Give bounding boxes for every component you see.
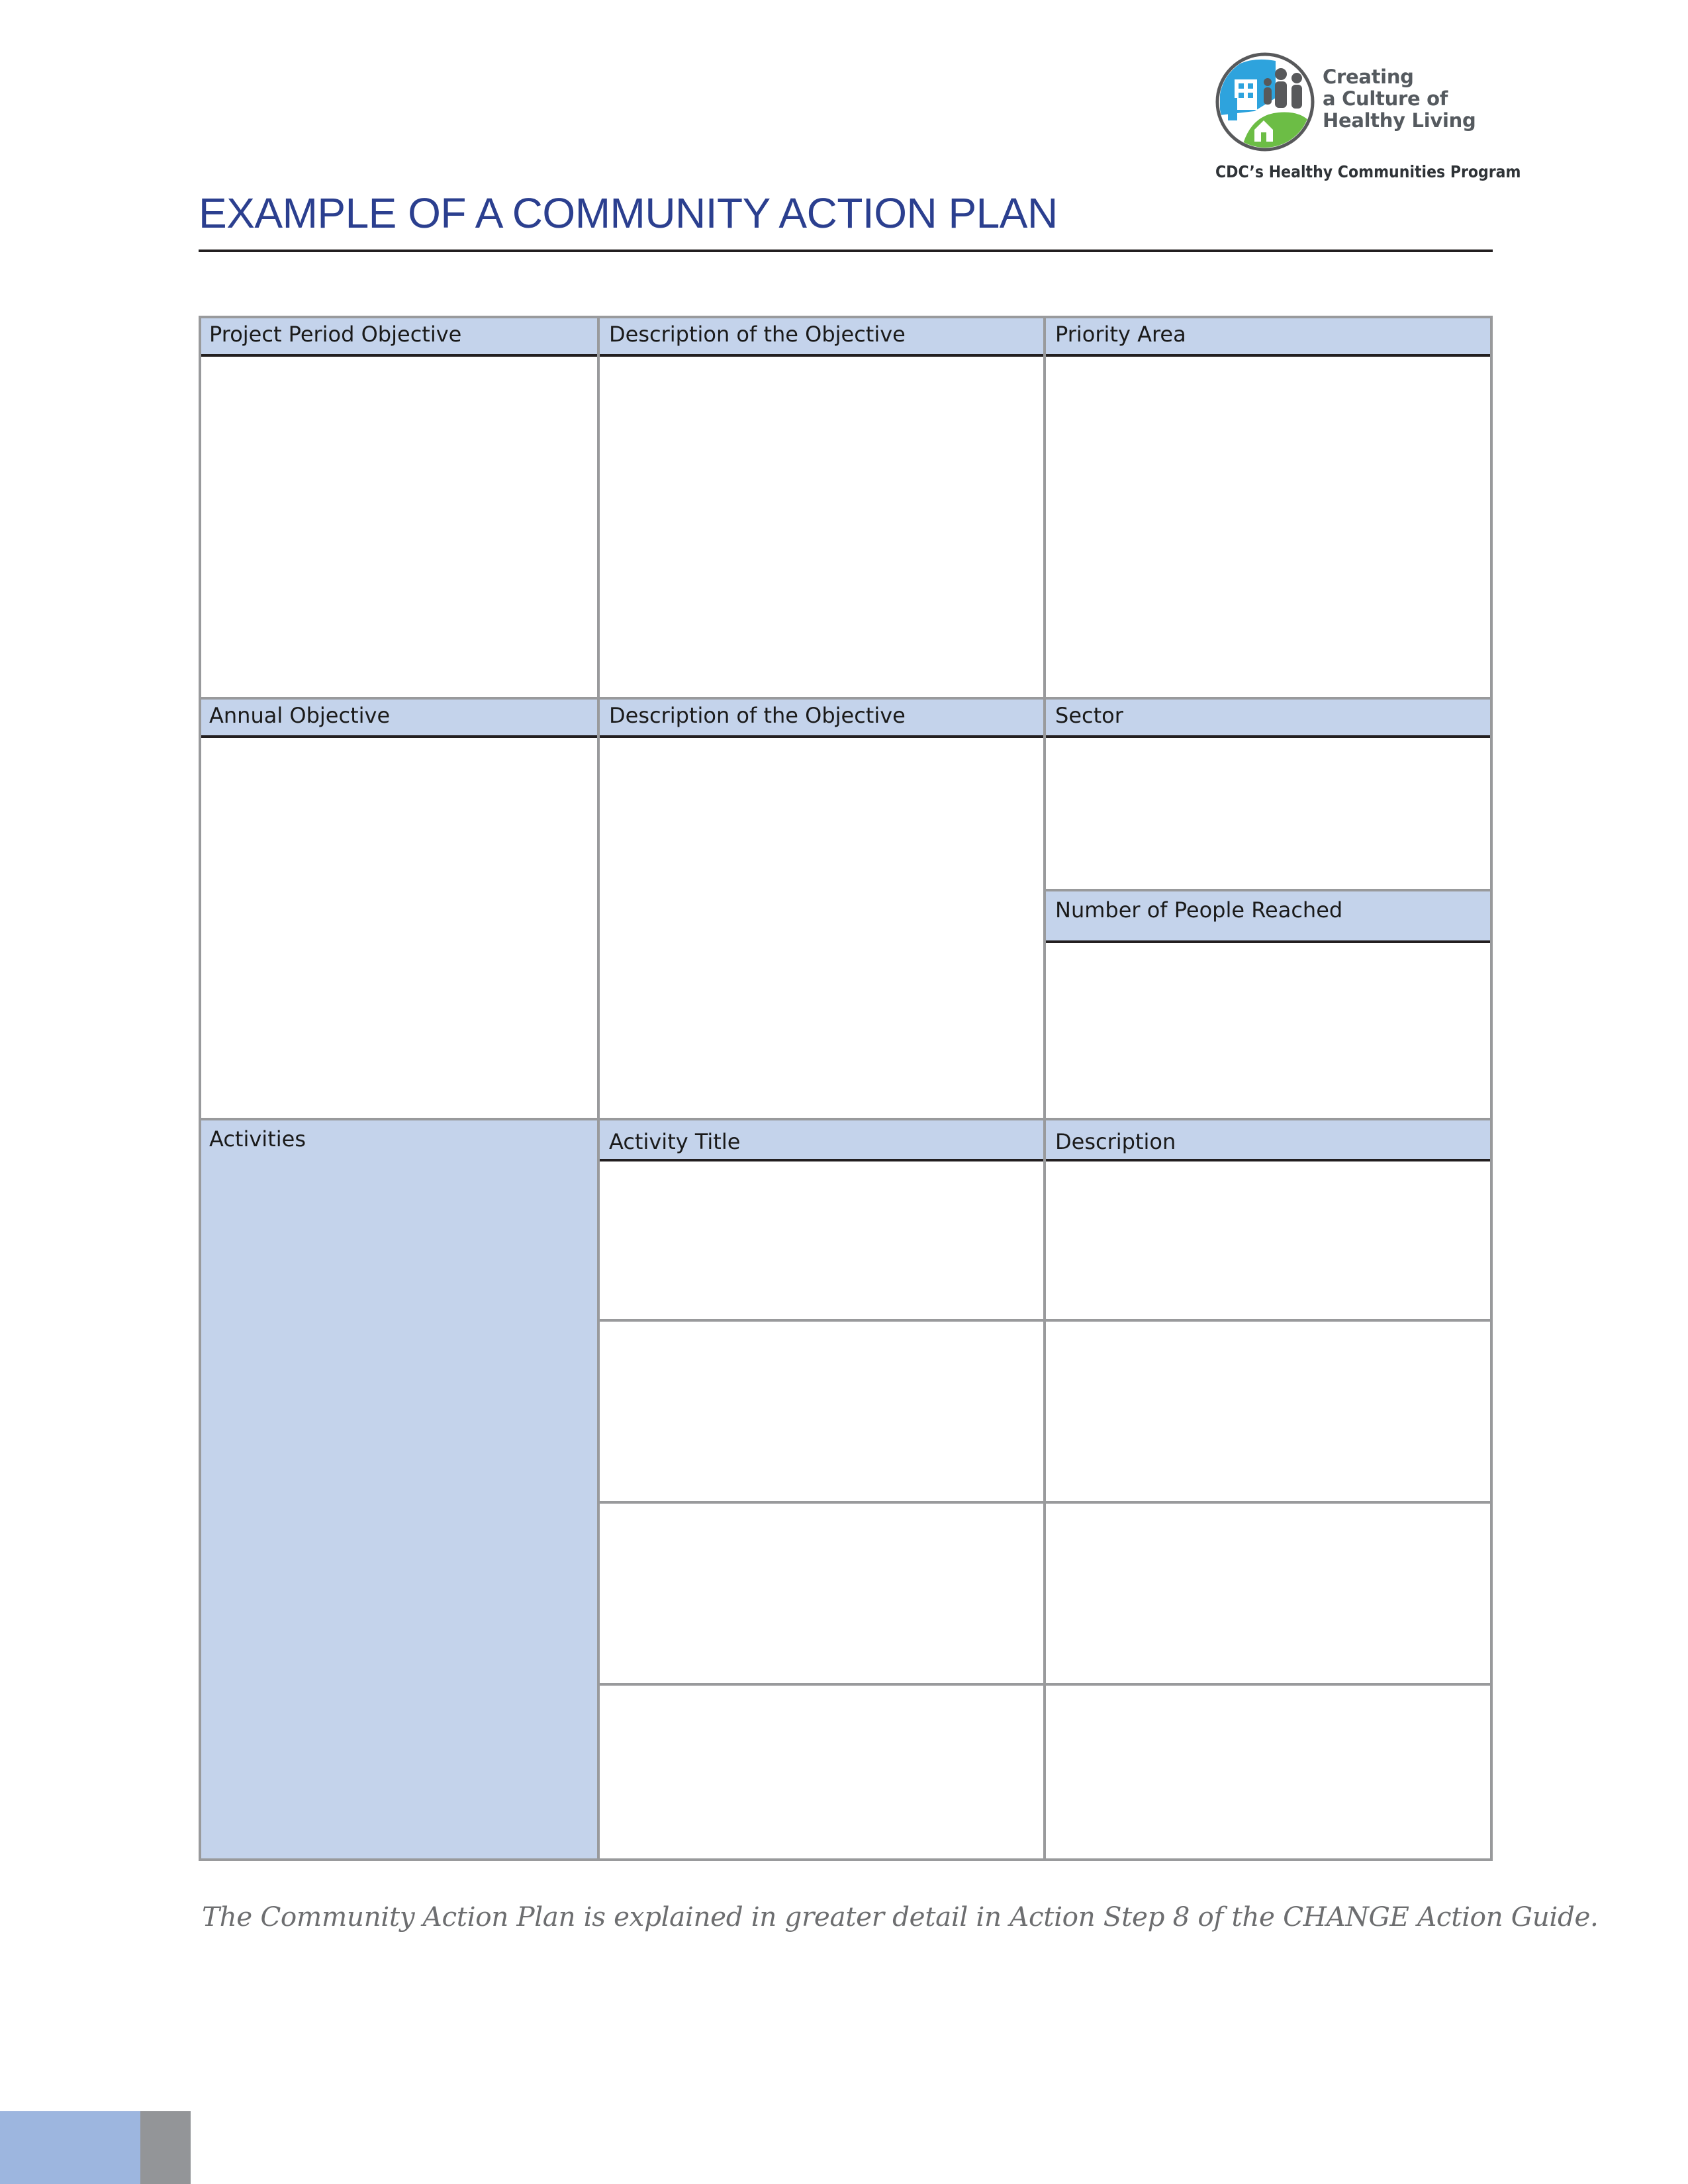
header-description-of-objective-2: Description of the Objective [598, 697, 1045, 735]
page-tab-blue [0, 2111, 140, 2184]
field-annual-objective[interactable] [199, 738, 598, 1069]
field-activity-title-4[interactable] [598, 1686, 1045, 1858]
page-title: EXAMPLE OF A COMMUNITY ACTION PLAN [199, 189, 1058, 237]
program-logo [1215, 52, 1493, 158]
field-activity-description-4[interactable] [1045, 1686, 1493, 1858]
header-activity-title: Activity Title [598, 1120, 1045, 1159]
header-activities: Activities [199, 1120, 598, 1861]
header-number-of-people-reached: Number of People Reached [1045, 891, 1493, 940]
people-reached-header-rule [1045, 940, 1493, 943]
header-sector: Sector [1045, 697, 1493, 735]
logo-line-1: Creating [1323, 66, 1414, 88]
header-project-period-objective: Project Period Objective [199, 316, 598, 354]
title-divider [199, 250, 1493, 252]
header-description-of-objective-1: Description of the Objective [598, 316, 1045, 354]
people-reached-top-rule [1045, 889, 1493, 891]
header-description: Description [1045, 1120, 1493, 1159]
field-sector[interactable] [1045, 738, 1493, 876]
field-number-of-people-reached[interactable] [1045, 943, 1493, 1115]
field-activity-title-3[interactable] [598, 1504, 1045, 1683]
logo-line-3: Healthy Living [1323, 109, 1476, 132]
healthy-living-logo-icon [1215, 52, 1315, 152]
header-priority-area: Priority Area [1045, 316, 1493, 354]
field-project-period-objective[interactable] [199, 357, 598, 697]
field-activity-description-1[interactable] [1045, 1161, 1493, 1319]
row1-header-rule [199, 354, 1493, 357]
footnote: The Community Action Plan is explained in greater detail in Action Step 8 of the CHANGE Action Guide. [202, 1901, 1599, 1933]
field-description-of-objective-1[interactable] [598, 357, 1045, 697]
logo-wordmark [1323, 66, 1476, 132]
program-tagline: CDC’s Healthy Communities Program [1215, 162, 1521, 181]
logo-line-2: a Culture of [1323, 87, 1448, 110]
field-priority-area[interactable] [1045, 357, 1493, 697]
row3-top-rule [199, 1118, 1493, 1120]
field-activity-description-3[interactable] [1045, 1504, 1493, 1683]
field-activity-title-1[interactable] [598, 1161, 1045, 1319]
column-rule-1 [597, 316, 600, 1861]
row2-top-rule [199, 697, 1493, 700]
column-rule-2 [1043, 316, 1046, 1861]
community-action-plan-form [199, 316, 1493, 1861]
row2-header-rule [199, 735, 1493, 738]
field-activity-title-2[interactable] [598, 1322, 1045, 1501]
field-activity-description-2[interactable] [1045, 1322, 1493, 1501]
header-annual-objective: Annual Objective [199, 697, 598, 735]
field-description-of-objective-2[interactable] [598, 738, 1045, 1069]
page-tab-gray [140, 2111, 191, 2184]
